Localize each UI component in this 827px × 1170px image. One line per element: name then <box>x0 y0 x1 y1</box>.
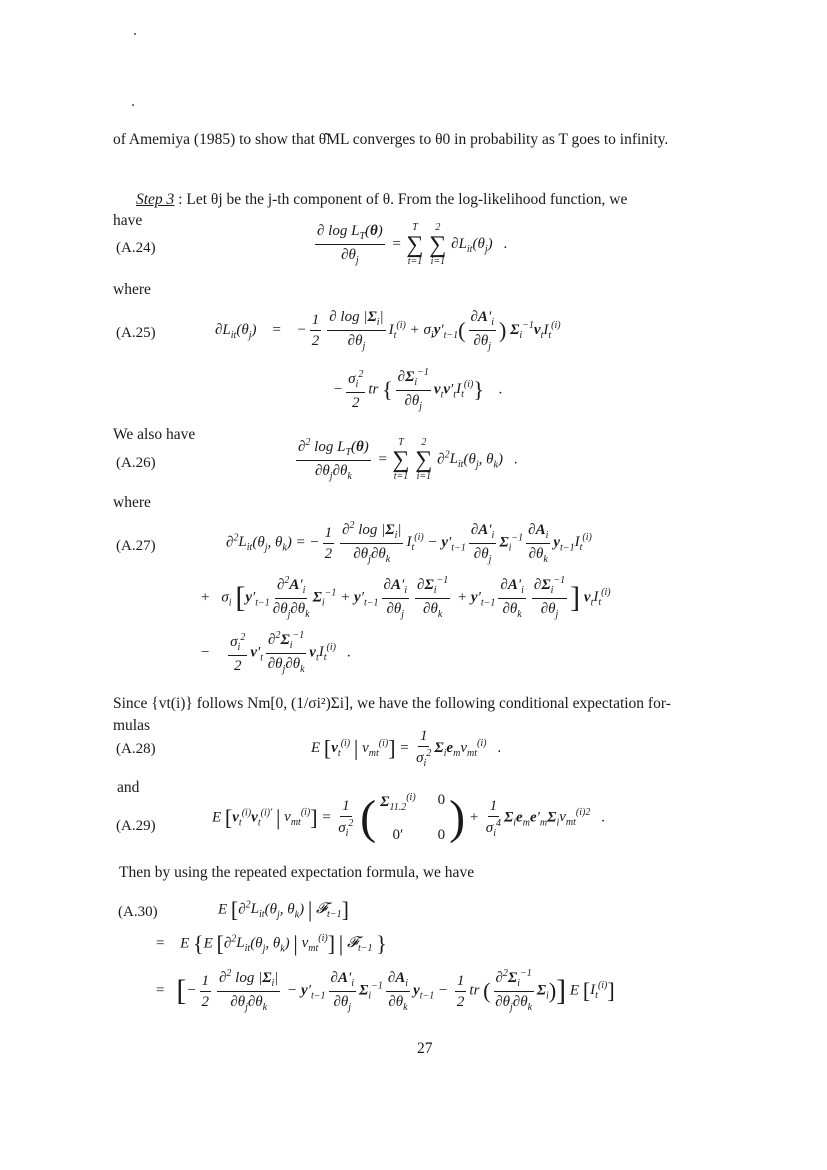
step-text: : Let θj be the j-th component of θ. From the log-likelihood function, we <box>178 191 628 208</box>
equation-label-a26: (A.26) <box>116 455 156 471</box>
we-also-have-text: We also have <box>113 426 196 443</box>
where-text-1: where <box>113 281 151 298</box>
equation-a30-line1: E [$\partial^2L_{it}(\theta_j$, $\theta_k$) | 𝓕$_{t-1}$] <box>218 897 349 922</box>
equation-a28: E [$v_t^{(i)}$ | $v_{mt}^{(i)}$] = $\frac{1}{\sigma_i^2}$ $\Sigma_ie_mv_{mt}^{(i)}$ . <box>311 728 502 769</box>
equation-a27-line2: + $\sigma_i$ [$y'_{t-1}$ $\frac{\partial^2A'_i}{\partial\theta_j\partial\theta_k}$ $\Sigma_i^{-1} + y'_{t-1}$ $\frac{\partial A'_i}{\partial\theta_j}$ $\frac{\partial\Sigma_i^{-1}}{\partial\theta_k}$ + $y'_{t-1}$ $\frac{\partial A'_i}{\partial\theta_k}$ $\frac{\partial\Sigma_i^{-1}}{\partial\theta_j}$ ] $v_tI_t^{(i)}$ <box>200 575 611 620</box>
equation-a25-line2: − $\frac{\sigma_i^2}{2}$ tr { $\frac{\partial\Sigma_i^{-1}}{\partial\theta_j}$ $v_tv'_tI_t^{(i)}$} . <box>333 367 503 412</box>
have-text: have <box>113 212 143 229</box>
equation-a30-line2: = E {E [$\partial^2L_{it}(\theta_j$, $\theta_k$) | $v_{mt}^{(i)}$] | 𝓕$_{t-1}$ } <box>155 931 387 956</box>
equation-label-a25: (A.25) <box>116 325 156 341</box>
equation-label-a29: (A.29) <box>116 818 156 834</box>
equation-label-a24: (A.24) <box>116 240 156 256</box>
page-number: 27 <box>417 1040 433 1057</box>
equation-label-a30: (A.30) <box>118 904 158 920</box>
equation-a27-line1: $\partial^2L_{it}(\theta_j$, $\theta_k$) = − $\frac{1}{2}$ $\frac{\partial^2 \log |\Sigma_i|}{\partial\theta_j\partial\theta_k}$ $I_t^{(i)} - y'_{t-1}$ $\frac{\partial A'_i}{\partial\theta_j}$ $\Sigma_i^{-1}$ $\frac{\partial A_i}{\partial\theta_k}$ $y_{t-1}I_t^{(i)}$ <box>226 520 592 565</box>
equation-a27-line3: − $\frac{\sigma_i^2}{2}$ $v'_t$ $\frac{\partial^2\Sigma_i^{-1}}{\partial\theta_j\partial\theta_k}$ $v_tI_t^{(i)}$ . <box>200 630 351 675</box>
and-text: and <box>117 779 140 796</box>
equation-a29: E [$v_t^{(i)}v_t^{(i)'}$ | $v_{mt}^{(i)}$] = $\frac{1}{\sigma_i^2}$ ( $\Sigma_{11.2}^{(i)}$ 0 0′ 0 ) + $\frac{1}{\sigma_i^4}$ $\Sigma_ie_me'_m\Sigma_iv_{mt}^{(i)2}$ . <box>212 791 606 844</box>
since-line-2: mulas <box>113 717 151 734</box>
where-text-2: where <box>113 494 151 511</box>
since-line: Since {vt(i)} follows Nm[0, (1/σi²)Σi], we have the following conditional expectation for- <box>113 695 671 712</box>
scan-speck <box>134 33 136 35</box>
equation-a24: $\frac{\partial \log L_T(\theta)}{\partial\theta_j}$ = T ∑ t=1 2 ∑ i=1 $\partial L_{it}(\theta_j)$ . <box>317 221 508 267</box>
step-paragraph <box>136 191 627 209</box>
intro-line: of Amemiya (1985) to show that θ̂ML converges to θ0 in probability as T goes to infinity. <box>113 131 669 148</box>
equation-a30-line3: = [− $\frac{1}{2}$ $\frac{\partial^2 \log |\Sigma_i|}{\partial\theta_j\partial\theta_k}$ − $y'_{t-1}$ $\frac{\partial A'_i}{\partial\theta_j}$ $\Sigma_i^{-1}$ $\frac{\partial A_i}{\partial\theta_k}$ $y_{t-1}$ − $\frac{1}{2}$ tr ( $\frac{\partial^2\Sigma_i^{-1}}{\partial\theta_j\partial\theta_k}$ $\Sigma_i$)] E $[I_t^{(i)}]$ <box>155 968 615 1013</box>
then-line: Then by using the repeated expectation formula, we have <box>119 864 475 881</box>
equation-a26: $\frac{\partial^2 \log L_T(\theta)}{\partial\theta_j\partial\theta_k}$ = T ∑ t=1 2 ∑ i=1 $\partial^2L_{it}(\theta_j$, $\theta_k$) . <box>298 437 518 482</box>
equation-label-a28: (A.28) <box>116 741 156 757</box>
scan-speck <box>132 104 134 106</box>
step-label: Step 3 <box>136 191 175 208</box>
equation-a25-line1: $\partial L_{it}(\theta_j)$ = − $\frac{1}{2}$ $\frac{\partial \log |\Sigma_i|}{\partial\theta_j}$ $I_t^{(i)} + \sigma_iy'_{t-1}$( $\frac{\partial A'_i}{\partial\theta_j}$ ) $\Sigma_i^{-1}v_tI_t^{(i)}$ <box>215 309 561 352</box>
equation-label-a27: (A.27) <box>116 538 156 554</box>
